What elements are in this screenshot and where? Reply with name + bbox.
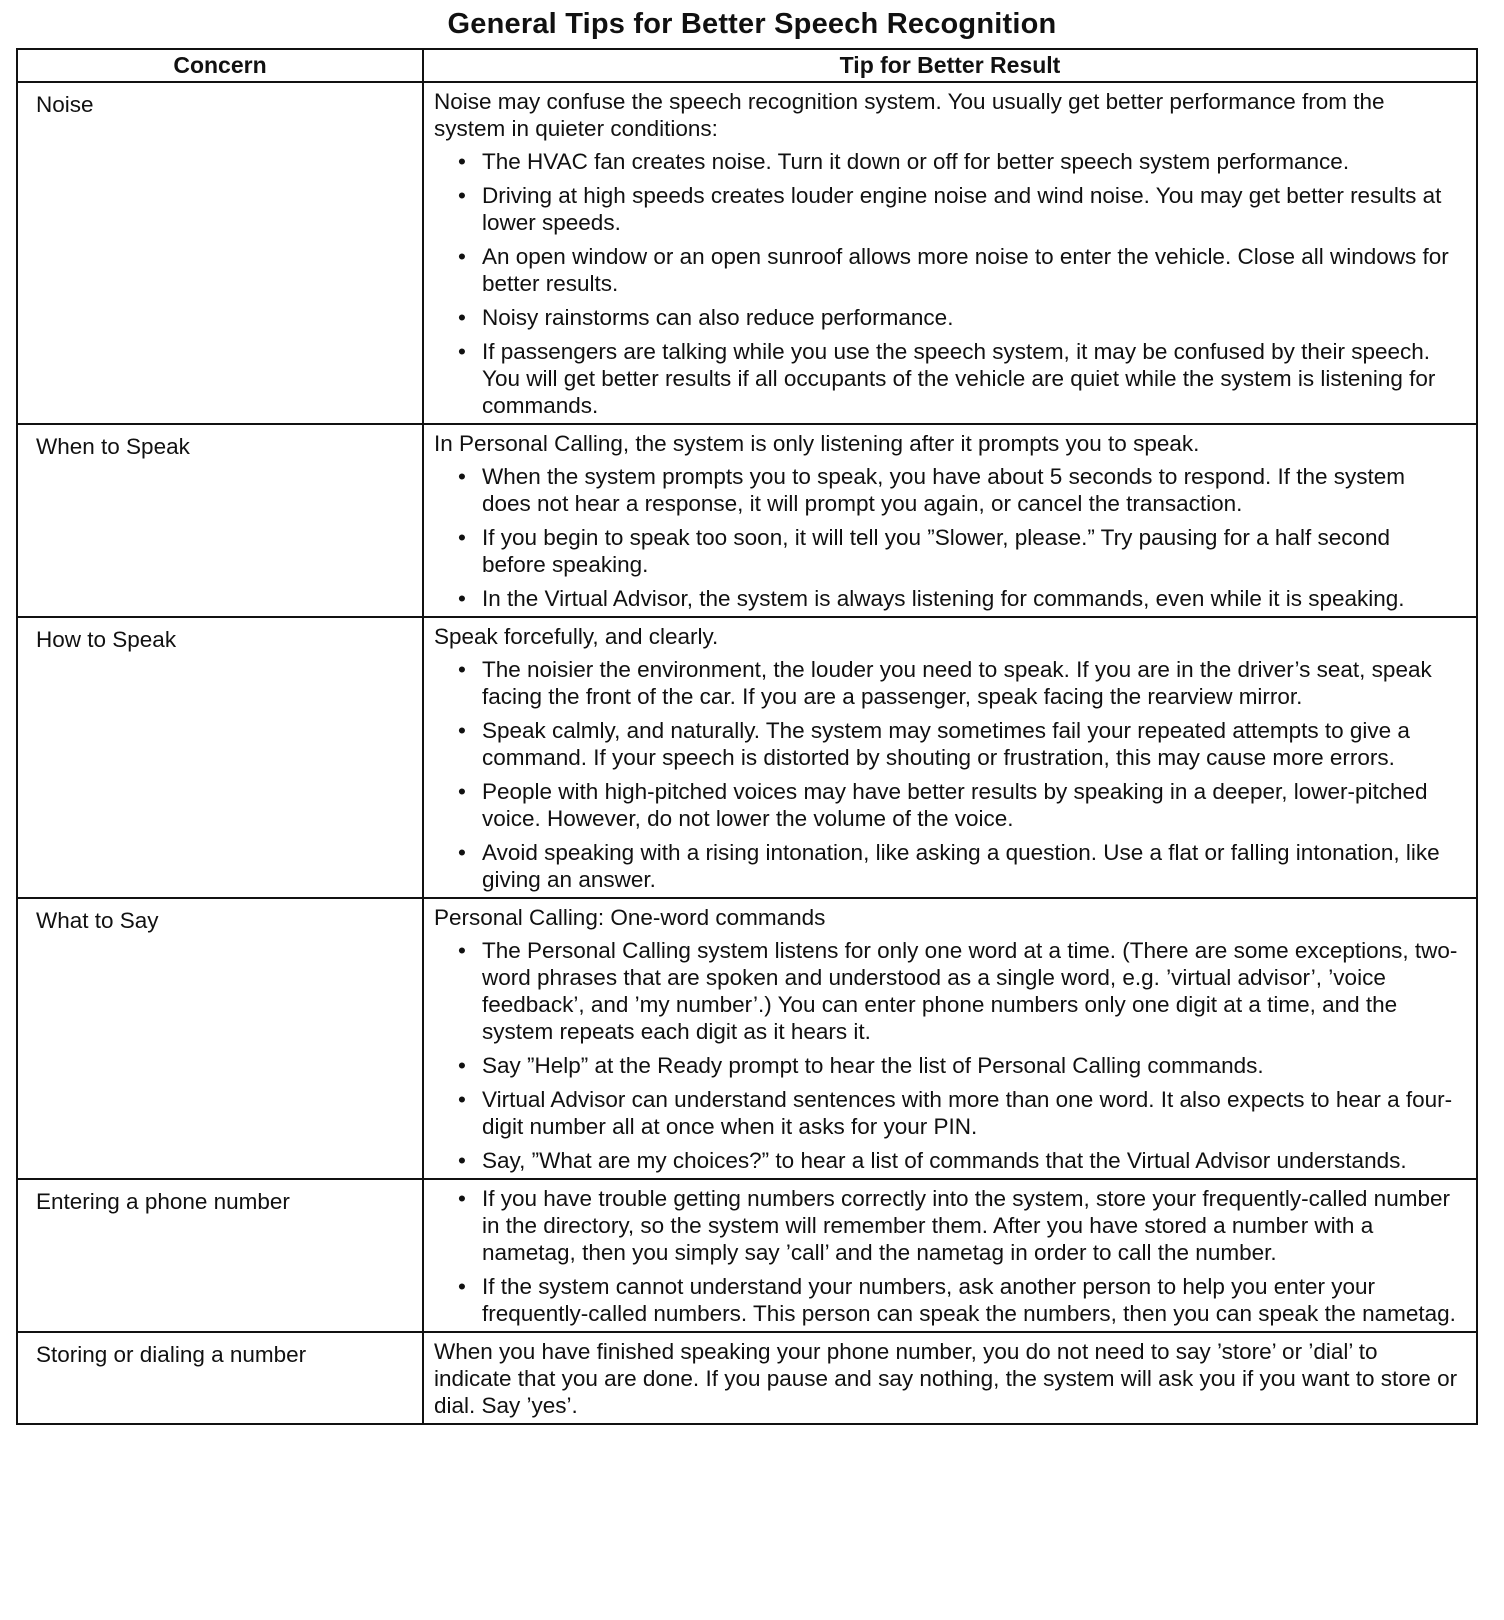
- tip-intro: Personal Calling: One-word commands: [434, 905, 826, 930]
- tip-bullet: • Say, ”What are my choices?” to hear a list of commands that the Virtual Advisor understands.: [434, 1147, 1460, 1174]
- tip-intro: When you have finished speaking your phone number, you do not need to say ’store’ or ’dial’ to indicate that you are done. If you pause and say nothing, the system will ask you if you want to store or dial. Say ’yes’.: [434, 1339, 1458, 1418]
- tip-bullet: • Speak calmly, and naturally. The system may sometimes fail your repeated attempts to give a command. If your speech is distorted by shouting or frustration, this may cause more errors.: [434, 717, 1460, 771]
- table-row: [17, 424, 1477, 617]
- tip-bullet: • The Personal Calling system listens for only one word at a time. (There are some exceptions, two-word phrases that are spoken and understood as a single word, e.g. ’virtual advisor’, ’voice feedback’, and ’my number’.) You can enter phone numbers only one digit at a time, and the system repeats each digit as it hears it.: [434, 937, 1460, 1045]
- tip-bullet: • Virtual Advisor can understand sentences with more than one word. It also expects to hear a four-digit number all at once when it asks for your PIN.: [434, 1086, 1460, 1140]
- tip-bullet: • An open window or an open sunroof allows more noise to enter the vehicle. Close all windows for better results.: [434, 243, 1460, 297]
- tip-bullet: • In the Virtual Advisor, the system is always listening for commands, even while it is speaking.: [434, 585, 1460, 612]
- table-body: [17, 82, 1477, 1424]
- tip-bullet: • If you begin to speak too soon, it will tell you ”Slower, please.” Try pausing for a half second before speaking.: [434, 524, 1460, 578]
- tip-cell: [423, 1332, 1477, 1424]
- tip-bullet: • Avoid speaking with a rising intonation, like asking a question. Use a flat or falling intonation, like giving an answer.: [434, 839, 1460, 893]
- concern-cell: When to Speak: [17, 424, 423, 617]
- tip-bullet-list: [434, 463, 1460, 612]
- concern-cell: How to Speak: [17, 617, 423, 898]
- table-row: [17, 617, 1477, 898]
- tip-bullet: • The HVAC fan creates noise. Turn it down or off for better speech system performance.: [434, 148, 1460, 175]
- tip-cell: [423, 82, 1477, 424]
- tip-bullet: • If the system cannot understand your numbers, ask another person to help you enter your frequently-called numbers. This person can speak the numbers, then you can speak the nametag.: [434, 1273, 1460, 1327]
- table-row: [17, 1332, 1477, 1424]
- tip-bullet-list: [434, 937, 1460, 1174]
- tip-cell: [423, 1179, 1477, 1332]
- table-row: [17, 898, 1477, 1179]
- tip-bullet: • When the system prompts you to speak, you have about 5 seconds to respond. If the system does not hear a response, it will prompt you again, or cancel the transaction.: [434, 463, 1460, 517]
- tip-bullet: • People with high-pitched voices may have better results by speaking in a deeper, lower-pitched voice. However, do not lower the volume of the voice.: [434, 778, 1460, 832]
- concern-cell: Noise: [17, 82, 423, 424]
- tip-bullet: • Say ”Help” at the Ready prompt to hear the list of Personal Calling commands.: [434, 1052, 1460, 1079]
- concern-cell: What to Say: [17, 898, 423, 1179]
- tip-bullet-list: [434, 148, 1460, 419]
- concern-cell: Entering a phone number: [17, 1179, 423, 1332]
- tip-bullet: • If you have trouble getting numbers correctly into the system, store your frequently-called number in the directory, so the system will remember them. After you have stored a number with a nametag, then you simply say ’call’ and the nametag in order to call the number.: [434, 1185, 1460, 1266]
- tip-bullet: • Noisy rainstorms can also reduce performance.: [434, 304, 1460, 331]
- tip-intro: Speak forcefully, and clearly.: [434, 624, 719, 649]
- table-row: [17, 82, 1477, 424]
- document-title: General Tips for Better Speech Recognition: [447, 8, 1057, 40]
- tip-cell: [423, 617, 1477, 898]
- tip-bullet: • Driving at high speeds creates louder engine noise and wind noise. You may get better results at lower speeds.: [434, 182, 1460, 236]
- tip-cell: [423, 424, 1477, 617]
- tip-column-header: Tip for Better Result: [423, 49, 1477, 82]
- concern-cell: Storing or dialing a number: [17, 1332, 423, 1424]
- tip-intro: Noise may confuse the speech recognition system. You usually get better performance from the system in quieter conditions:: [434, 89, 1385, 141]
- tip-cell: [423, 898, 1477, 1179]
- concern-column-header: Concern: [17, 49, 423, 82]
- tip-bullet: • If passengers are talking while you use the speech system, it may be confused by their speech. You will get better results if all occupants of the vehicle are quiet while the system is listening for commands.: [434, 338, 1460, 419]
- table-row: [17, 1179, 1477, 1332]
- tip-bullet-list: [434, 1185, 1460, 1327]
- tip-bullet-list: [434, 656, 1460, 893]
- tips-table: [16, 48, 1478, 1425]
- tip-intro: In Personal Calling, the system is only listening after it prompts you to speak.: [434, 431, 1200, 456]
- table-header-row: [17, 49, 1477, 82]
- tip-bullet: • The noisier the environment, the louder you need to speak. If you are in the driver’s seat, speak facing the front of the car. If you are a passenger, speak facing the rearview mirror.: [434, 656, 1460, 710]
